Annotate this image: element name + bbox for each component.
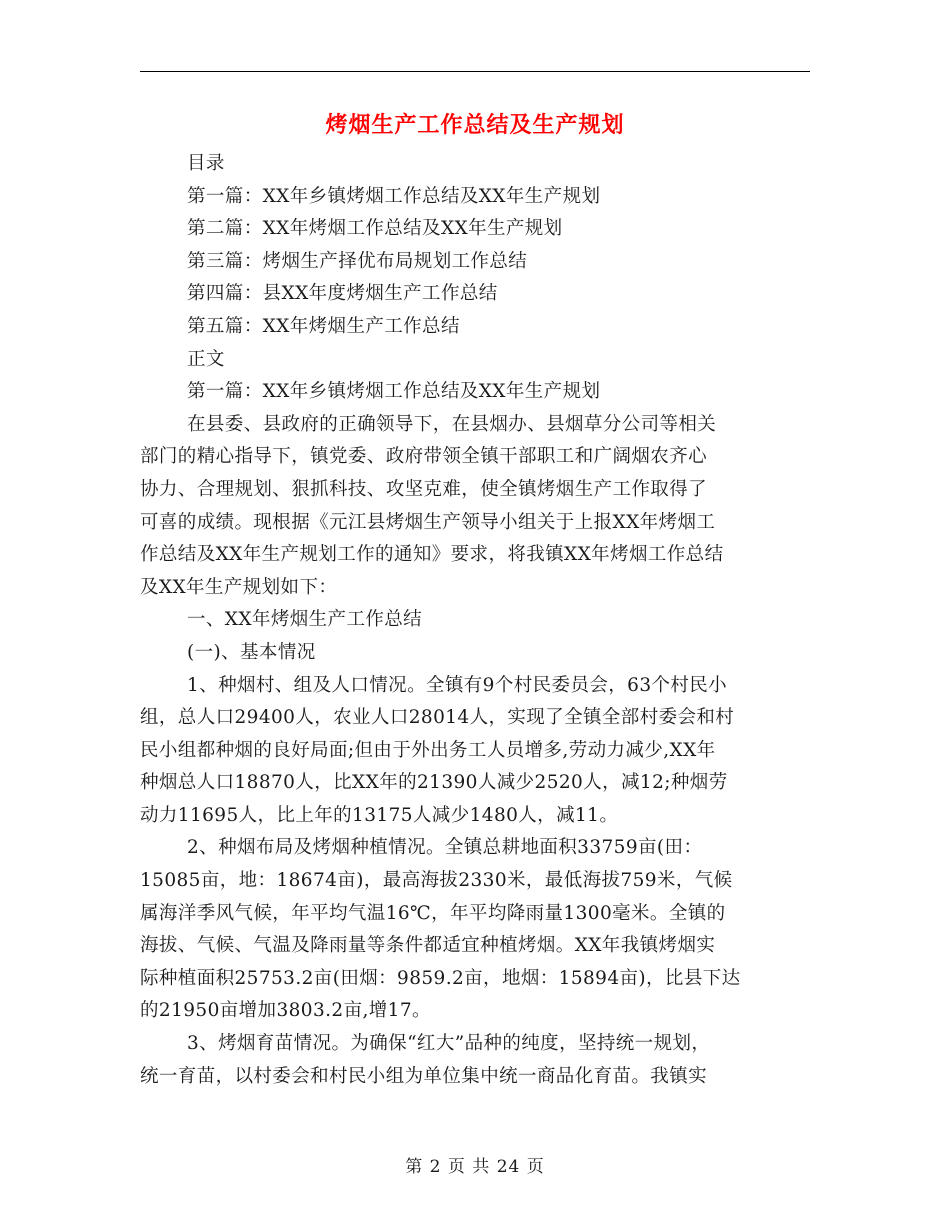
text-line: 第一篇：XX年乡镇烤烟工作总结及XX年生产规划 — [187, 185, 601, 207]
text-line: 种烟总人口18870人，比XX年的21390人减少2520人，减12;种烟劳 — [140, 772, 728, 794]
text-line: 第四篇：县XX年度烤烟生产工作总结 — [187, 283, 498, 305]
page-number: 第 2 页 共 24 页 — [405, 1157, 545, 1177]
text-line: 部门的精心指导下，镇党委、政府带领全镇干部职工和广阔烟农齐心 — [140, 446, 708, 468]
text-line: 协力、合理规划、狠抓科技、攻坚克难，使全镇烤烟生产工作取得了 — [140, 478, 708, 500]
text-line: 统一育苗，以村委会和村民小组为单位集中统一商品化育苗。我镇实 — [140, 1065, 708, 1087]
text-line: 在县委、县政府的正确领导下，在县烟办、县烟草分公司等相关 — [187, 413, 717, 435]
text-line: 1、种烟村、组及人口情况。全镇有9个村民委员会，63个村民小 — [187, 674, 728, 696]
text-line: 动力11695人，比上年的13175人减少1480人，减11。 — [140, 804, 619, 826]
header-rule — [140, 71, 810, 72]
text-line: 作总结及XX年生产规划工作的通知》要求，将我镇XX年烤烟工作总结 — [140, 544, 724, 566]
text-line: 一、XX年烤烟生产工作总结 — [187, 609, 423, 631]
text-line: 3、烤烟育苗情况。为确保“红大”品种的纯度，坚持统一规划， — [187, 1033, 711, 1055]
text-line: (一)、基本情况 — [187, 641, 316, 663]
document-title: 烤烟生产工作总结及生产规划 — [325, 112, 625, 138]
text-line: 正文 — [187, 348, 225, 370]
text-line: 第二篇：XX年烤烟工作总结及XX年生产规划 — [187, 218, 563, 240]
text-line: 第一篇：XX年乡镇烤烟工作总结及XX年生产规划 — [187, 381, 601, 403]
text-line: 目录 — [187, 153, 225, 174]
text-line: 第三篇：烤烟生产择优布局规划工作总结 — [187, 250, 528, 272]
text-line: 第五篇：XX年烤烟生产工作总结 — [187, 315, 460, 337]
text-line: 海拔、气候、气温及降雨量等条件都适宜种植烤烟。XX年我镇烤烟实 — [140, 935, 716, 957]
text-line: 际种植面积25753.2亩(田烟：9859.2亩，地烟：15894亩)，比县下达 — [140, 967, 741, 989]
text-line: 组，总人口29400人，农业人口28014人，实现了全镇全部村委会和村 — [140, 707, 735, 729]
document-body — [140, 148, 810, 1093]
text-line: 可喜的成绩。现根据《元江县烤烟生产领导小组关于上报XX年烤烟工 — [140, 511, 716, 533]
text-line: 及XX年生产规划如下： — [140, 576, 338, 598]
text-line: 15085亩，地：18674亩)，最高海拔2330米，最低海拔759米，气候 — [140, 870, 733, 892]
text-line: 2、种烟布局及烤烟种植情况。全镇总耕地面积33759亩(田： — [187, 837, 703, 859]
text-line: 民小组都种烟的良好局面;但由于外出务工人员增多,劳动力减少,XX年 — [140, 739, 716, 761]
text-line: 属海洋季风气候，年平均气温16℃，年平均降雨量1300毫米。全镇的 — [140, 902, 726, 924]
text-line: 的21950亩增加3803.2亩,增17。 — [140, 1000, 431, 1022]
